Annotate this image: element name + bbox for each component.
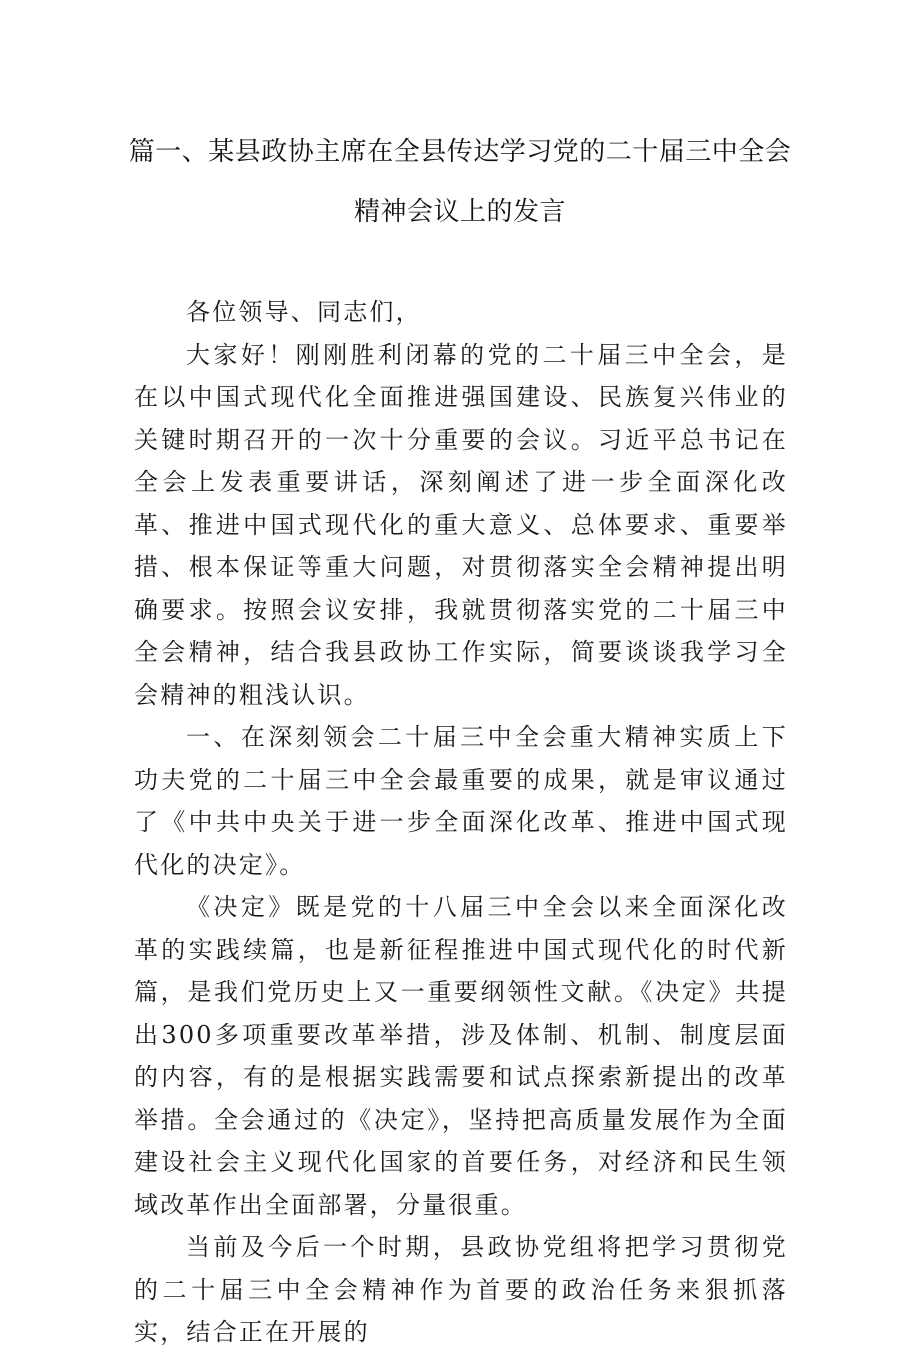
- document-body: [134, 291, 788, 1354]
- opening-paragraph: 大家好！刚刚胜利闭幕的党的二十届三中全会，是在以中国式现代化全面推进强国建设、民族复兴伟业的关键时期召开的一次十分重要的会议。习近平总书记在全会上发表重要讲话，深刻阐述了进一步全面深化改革、推进中国式现代化的重大意义、总体要求、重要举措、根本保证等重大问题，对贯彻落实全会精神提出明确要求。按照会议安排，我就贯彻落实党的二十届三中全会精神，结合我县政协工作实际，简要谈谈我学习全会精神的粗浅认识。: [134, 340, 788, 709]
- current-period-paragraph: 当前及今后一个时期，县政协党组将把学习贯彻党的二十届三中全会精神作为首要的政治任务来狠抓落实，结合正在开展的: [134, 1233, 788, 1346]
- section-one-paragraph: 一、在深刻领会二十届三中全会重大精神实质上下功夫党的二十届三中全会最重要的成果，就是审议通过了《中共中央关于进一步全面深化改革、推进中国式现代化的决定》。: [134, 723, 788, 879]
- document-title-line-2: 精神会议上的发言: [353, 197, 566, 227]
- document-title-line-1: 篇一、某县政协主席在全县传达学习党的二十届三中全会: [128, 137, 792, 167]
- salutation-paragraph: 各位领导、同志们，: [186, 298, 422, 326]
- decision-paragraph: 《决定》既是党的十八届三中全会以来全面深化改革的实践续篇，也是新征程推进中国式现代化的时代新篇，是我们党历史上又一重要纲领性文献。《决定》共提出300多项重要改革举措，涉及体制、机制、制度层面的内容，有的是根据实践需要和试点探索新提出的改革举措。全会通过的《决定》，坚持把高质量发展作为全面建设社会主义现代化国家的首要任务，对经济和民生领域改革作出全面部署，分量很重。: [134, 893, 788, 1219]
